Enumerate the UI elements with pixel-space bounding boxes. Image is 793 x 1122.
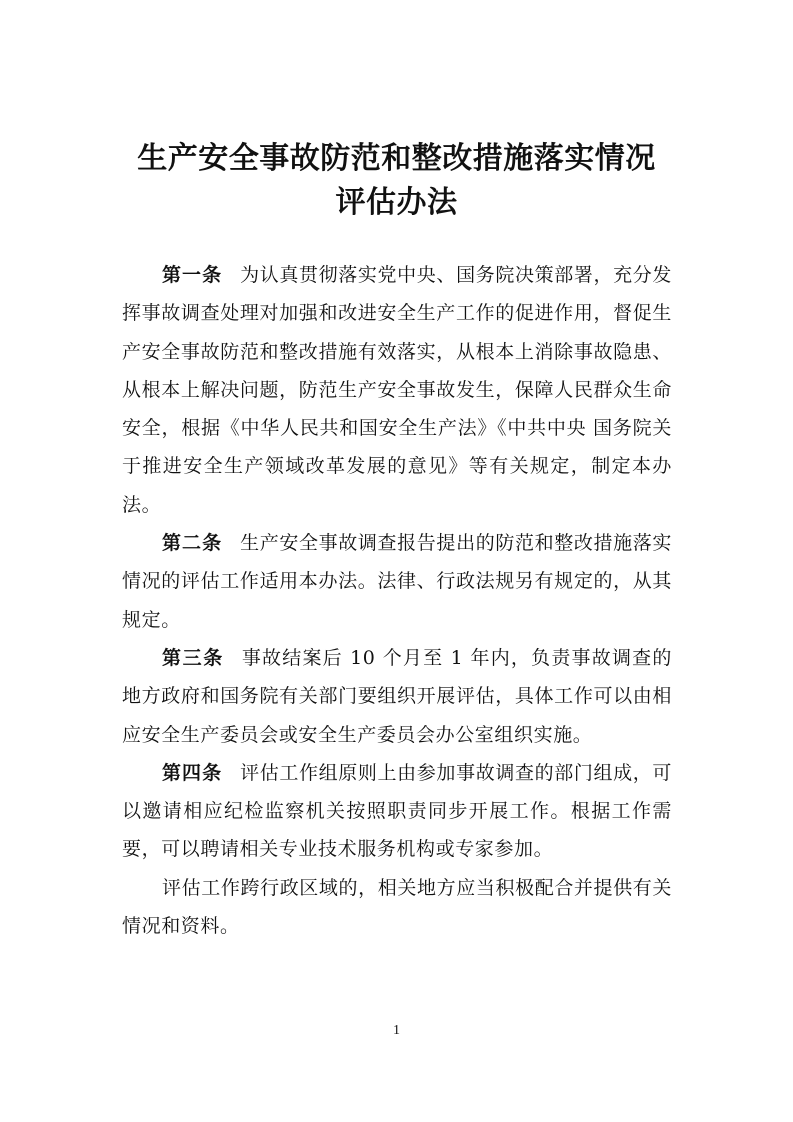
page-number: 1 — [393, 1023, 400, 1038]
article-4-continuation: 评估工作跨行政区域的，相关地方应当积极配合并提供有关情况和资料。 — [122, 876, 672, 938]
article-text: 事故结案后 10 个月至 1 年内，负责事故调查的地方政府和国务院有关部门要组织开展评估，具体工作可以由相应安全生产委员会或安全生产委员会办公室组织实施。 — [122, 646, 672, 746]
document-body — [122, 256, 672, 945]
article-3 — [122, 639, 672, 754]
article-text: 生产安全事故调查报告提出的防范和整改措施落实情况的评估工作适用本办法。法律、行政法规另有规定的，从其规定。 — [122, 532, 672, 631]
article-text: 评估工作组原则上由参加事故调查的部门组成，可以邀请相应纪检监察机关按照职责同步开展工作。根据工作需要，可以聘请相关专业技术服务机构或专家参加。 — [122, 761, 672, 861]
document-title-line-2: 评估办法 — [335, 185, 458, 220]
article-number: 第一条 — [162, 264, 223, 286]
article-number: 第二条 — [162, 532, 223, 555]
article-1 — [122, 256, 672, 524]
article-number: 第四条 — [162, 761, 223, 784]
article-2 — [122, 524, 672, 639]
article-number: 第三条 — [162, 646, 224, 669]
document-title-line-1: 生产安全事故防范和整改措施落实情况 — [137, 141, 656, 176]
article-text: 为认真贯彻落实党中央、国务院决策部署，充分发挥事故调查处理对加强和改进安全生产工作的促进作用，督促生产安全事故防范和整改措施有效落实，从根本上消除事故隐患、从根本上解决问题，防范生产安全事故发生，保障人民群众生命安全，根据《中华人民共和国安全生产法》《中共中央 国务院关于推进安全生产领域改革发展的意见》等有关规定，制定本办法。 — [122, 264, 672, 516]
article-4 — [122, 754, 672, 869]
